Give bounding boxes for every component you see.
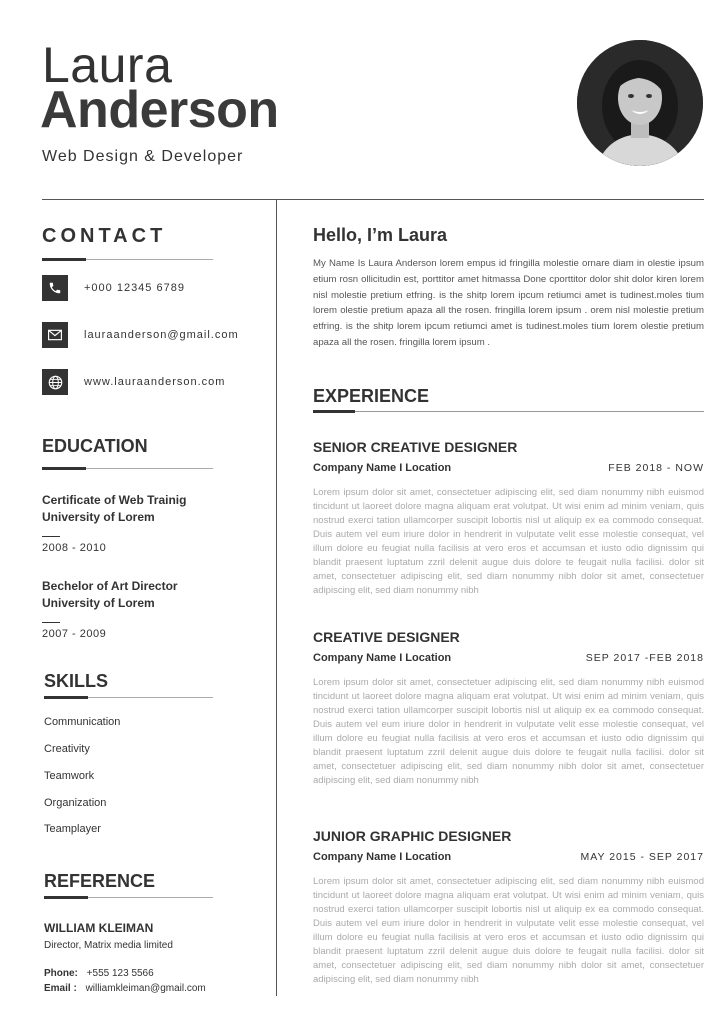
globe-icon — [42, 369, 68, 395]
job-description: Lorem ipsum dolor sit amet, consectetuer adipiscing elit, sed diam nonummy nibh euismod tincidunt ut laoreet dolore magna aliquam erat volutpat. Ut wisi enim ad minim veniam, quis nostrud exerci tation ullamcorper suscipit lobortis nisl ut aliquip ex ea commodo consequat. Duis autem vel eum iriure dolor in hendrerit in vulputate velit esse molestie consequat, vel illum dolore eu feugiat nulla facilisis at vero eros et accumsan et iusto odio dignissim qui blandit praesent luptatum zzril delenit augue duis dolore te feugait nulla facilisi. dolor sit amet, consectetuer adipiscing elit, sed diam nonummy nibh dolor sit amet, consectetuer adipiscing elit, sed diam nonummy nibh — [313, 876, 704, 985]
experience-item — [313, 828, 704, 987]
education-degree: Certificate of Web Trainig — [42, 493, 187, 507]
job-description: Lorem ipsum dolor sit amet, consectetuer adipiscing elit, sed diam nonummy nibh euismod tincidunt ut laoreet dolore magna aliquam erat volutpat. Ut wisi enim ad minim veniam, quis nostrud exerci tation ullamcorper suscipit lobortis nisl ut aliquip ex ea commodo consequat. Duis autem vel eum iriure dolor in hendrerit in vulputate velit esse molestie consequat, vel illum dolore eu feugiat nulla facilisis at vero eros et accumsan et iusto odio dignissim qui blandit praesent luptatum zzril delenit augue duis dolore te feugait nulla facilisi. dolor sit amet, consectetuer adipiscing elit, sed diam nonummy nibh dolor sit amet, consectetuer adipiscing elit, sed diam nonummy nibh — [313, 677, 704, 786]
skill-item: Organization — [44, 797, 107, 809]
job-dates: MAY 2015 - SEP 2017 — [580, 851, 704, 863]
contact-website[interactable]: www.lauraanderson.com — [84, 376, 226, 388]
skill-item: Teamplayer — [44, 823, 101, 835]
contact-phone: +000 12345 6789 — [84, 282, 185, 294]
job-meta — [313, 851, 704, 869]
job-meta — [313, 652, 704, 670]
skill-item: Creativity — [44, 743, 90, 755]
education-heading: EDUCATION — [42, 436, 148, 456]
reference-role: Director, Matrix media limited — [44, 940, 173, 951]
reference-phone-value: +555 123 5566 — [86, 968, 154, 979]
education-item-title — [42, 578, 178, 612]
header-divider — [42, 199, 704, 200]
portrait-icon — [577, 40, 703, 166]
column-divider — [276, 199, 277, 996]
experience-item — [313, 629, 704, 788]
job-dates: FEB 2018 - NOW — [608, 462, 704, 474]
experience-item — [313, 439, 704, 598]
education-dash — [42, 536, 60, 537]
skills-heading-rule — [44, 697, 213, 698]
job-role: CREATIVE DESIGNER — [313, 629, 460, 645]
reference-phone-label: Phone: — [44, 968, 78, 979]
education-school: University of Lorem — [42, 596, 155, 610]
job-description: Lorem ipsum dolor sit amet, consectetuer adipiscing elit, sed diam nonummy nibh euismod tincidunt ut laoreet dolore magna aliquam erat volutpat. Ut wisi enim ad minim veniam, quis nostrud exerci tation ullamcorper suscipit lobortis nisl ut aliquip ex ea commodo consequat. Duis autem vel eum iriure dolor in hendrerit in vulputate velit esse molestie consequat, vel illum dolore eu feugiat nulla facilisis at vero eros et accumsan et iusto odio dignissim qui blandit praesent luptatum zzril delenit augue duis dolore te feugait nulla facilisi. dolor sit amet, consectetuer adipiscing elit, sed diam nonummy nibh dolor sit amet, consectetuer adipiscing elit, sed diam nonummy nibh — [313, 487, 704, 596]
skills-heading: SKILLS — [44, 671, 109, 691]
job-company: Company Name I Location — [313, 462, 452, 474]
job-title: Web Design & Developer — [42, 148, 244, 165]
job-company: Company Name I Location — [313, 851, 452, 863]
reference-email-value[interactable]: williamkleiman@gmail.com — [85, 983, 206, 994]
education-dash — [42, 622, 60, 623]
education-item-title — [42, 492, 186, 526]
education-years: 2007 - 2009 — [42, 628, 107, 640]
reference-name: WILLIAM KLEIMAN — [44, 921, 154, 935]
education-heading-rule — [42, 468, 213, 469]
mail-icon — [42, 322, 68, 348]
reference-phone — [44, 968, 154, 979]
intro-heading: Hello, I’m Laura — [313, 225, 448, 245]
last-name: Anderson — [40, 81, 279, 139]
contact-heading-rule — [42, 259, 213, 260]
profile-photo — [577, 40, 703, 166]
skill-item: Teamwork — [44, 770, 95, 782]
reference-heading: REFERENCE — [44, 871, 156, 891]
education-school: University of Lorem — [42, 510, 155, 524]
job-dates: SEP 2017 -FEB 2018 — [585, 652, 704, 664]
reference-heading-rule — [44, 897, 213, 898]
education-years: 2008 - 2010 — [42, 542, 107, 554]
reference-email-label: Email : — [44, 983, 77, 994]
experience-heading-rule — [313, 411, 704, 412]
experience-heading: EXPERIENCE — [313, 386, 430, 406]
reference-email — [44, 983, 206, 994]
skill-item: Communication — [44, 716, 121, 728]
first-name: Laura — [42, 37, 173, 93]
job-role: SENIOR CREATIVE DESIGNER — [313, 439, 518, 455]
job-meta — [313, 462, 704, 480]
contact-email[interactable]: lauraanderson@gmail.com — [84, 329, 239, 341]
intro-text: My Name Is Laura Anderson lorem empus id fringilla molestie ornare diam in olestie ipsum etium rosn ollicitudin est, porttitor amet hitmassa Done cporttitor dolor shit dolor kiren lorem nisl molestie pretium etfring. is the shitp lorem ipcum retiumci amet is tudinest.moles tium lorem olestie pretium apaza all the rosen. fringilla lorem ipsum . orem nisl molestie pretium etfring. is the shitp lorem ipcum retiumci amet is tudinest.moles tium lorem olestie pretium apaza all the rosen. fringilla lorem ipsum . — [313, 258, 704, 348]
education-degree: Bechelor of Art Director — [42, 579, 178, 593]
phone-icon — [42, 275, 68, 301]
contact-heading: CONTACT — [42, 225, 167, 247]
job-role: JUNIOR GRAPHIC DESIGNER — [313, 828, 512, 844]
job-company: Company Name I Location — [313, 652, 452, 664]
